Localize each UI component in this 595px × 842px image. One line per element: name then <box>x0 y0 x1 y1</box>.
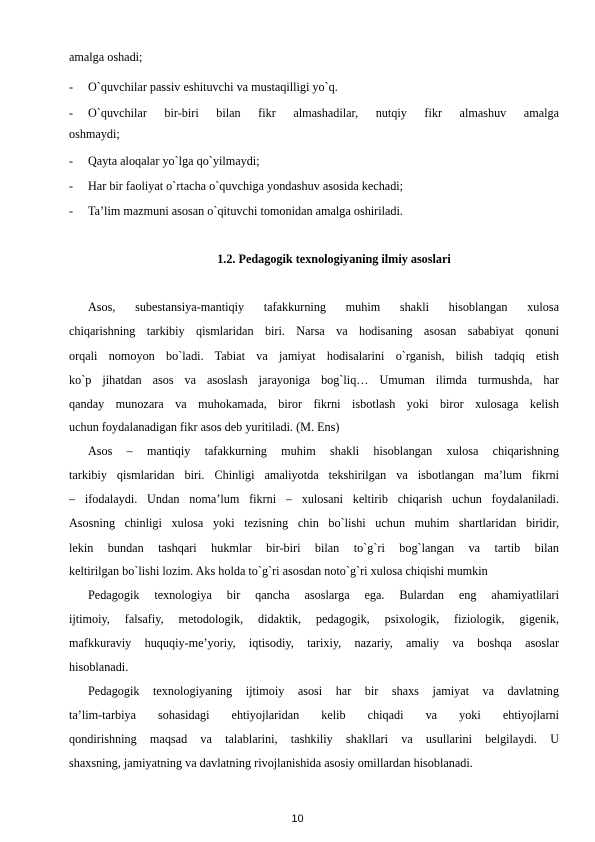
paragraph-line: orqali nomoyon bo`ladi. Tabiat va jamiyat hodisalarini o`rganish, bilish tadqiq etish <box>69 349 559 363</box>
paragraph-line: keltirilgan bo`lishi lozim. Aks holda to`g`ri asosdan noto`g`ri xulosa chiqishi mumkin <box>69 564 488 578</box>
paragraph-line: ijtimoiy, falsafiy, metodologik, didaktik, pedagogik, psixologik, fiziologik, gigenik, <box>69 612 559 626</box>
paragraph-line: Pedagogik texnologiya bir qancha asoslarga ega. Bulardan eng ahamiyatlilari <box>88 588 559 602</box>
paragraph-line: ta’lim-tarbiya sohasidagi ehtiyojlaridan kelib chiqadi va yoki ehtiyojlarni <box>69 708 559 722</box>
bullet-item-continuation: oshmaydi; <box>69 127 120 141</box>
bullet-item: Ta’lim mazmuni asosan o`qituvchi tomonidan amalga oshiriladi. <box>88 204 403 218</box>
paragraph-line: qanday munozara va muhokamada, biror fikrni isbotlash yoki biror xulosaga kelish <box>69 397 559 411</box>
paragraph-line: qondirishning maqsad va talablarini, tashkiliy shakllari va usullarini belgilaydi. U <box>69 732 559 746</box>
bullet-dash: - <box>69 80 74 94</box>
paragraph-line: ko`p jihatdan asos va asoslash jarayoniga bog`liq… Umuman ilimda turmushda, har <box>69 373 559 387</box>
paragraph-line: Pedagogik texnologiyaning ijtimoiy asosi har bir shaxs jamiyat va davlatning <box>88 684 559 698</box>
paragraph-line: uchun foydalanadigan fikr asos deb yuritiladi. (M. Ens) <box>69 420 340 434</box>
paragraph-line: tarkibiy qismlaridan biri. Chinligi amaliyotda tekshirilgan va isbotlangan ma’lum fikrni <box>69 468 559 482</box>
bullet-dash: - <box>69 154 74 168</box>
bullet-dash: - <box>69 179 74 193</box>
paragraph-line: Asos – mantiqiy tafakkurning muhim shakli hisoblangan xulosa chiqarishning <box>88 444 559 458</box>
paragraph-line: chiqarishning tarkibiy qismlaridan biri. Narsa va hodisaning asosan sababiyat qonuni <box>69 324 559 338</box>
bullet-dash: - <box>69 204 74 218</box>
intro-line: amalga oshadi; <box>69 50 143 64</box>
bullet-dash: - <box>69 106 74 120</box>
bullet-item: Har bir faoliyat o`rtacha o`quvchiga yondashuv asosida kechadi; <box>88 179 404 193</box>
paragraph-line: shaxsning, jamiyatning va davlatning rivojlanishida asosiy omillardan hisoblanadi. <box>69 756 473 770</box>
page-number: 10 <box>291 813 304 825</box>
bullet-item: O`quvchilar bir-biri bilan fikr almashadilar, nutqiy fikr almashuv amalga <box>88 106 559 120</box>
paragraph-line: lekin bundan tashqari hukmlar bir-biri bilan to`g`ri bog`langan va tartib bilan <box>69 541 559 555</box>
paragraph-line: mafkkuraviy huquqiy-me’yoriy, iqtisodiy, tarixiy, nazariy, amaliy va boshqa asoslar <box>69 636 559 650</box>
paragraph-line: Asosning chinligi xulosa yoki tezisning chin bo`lishi uchun muhim shartlaridan biridir, <box>69 516 559 530</box>
paragraph-line: Asos, subestansiya-mantiqiy tafakkurning muhim shakli hisoblangan xulosa <box>88 300 559 314</box>
section-heading: 1.2. Pedagogik texnologiyaning ilmiy asoslari <box>217 252 451 266</box>
bullet-item: Qayta aloqalar yo`lga qo`yilmaydi; <box>88 154 260 168</box>
bullet-item: O`quvchilar passiv eshituvchi va mustaqilligi yo`q. <box>88 80 338 94</box>
paragraph-line: – ifodalaydi. Undan noma’lum fikrni – xulosani keltirib chiqarish uchun foydalaniladi. <box>69 492 559 506</box>
paragraph-line: hisoblanadi. <box>69 660 129 674</box>
